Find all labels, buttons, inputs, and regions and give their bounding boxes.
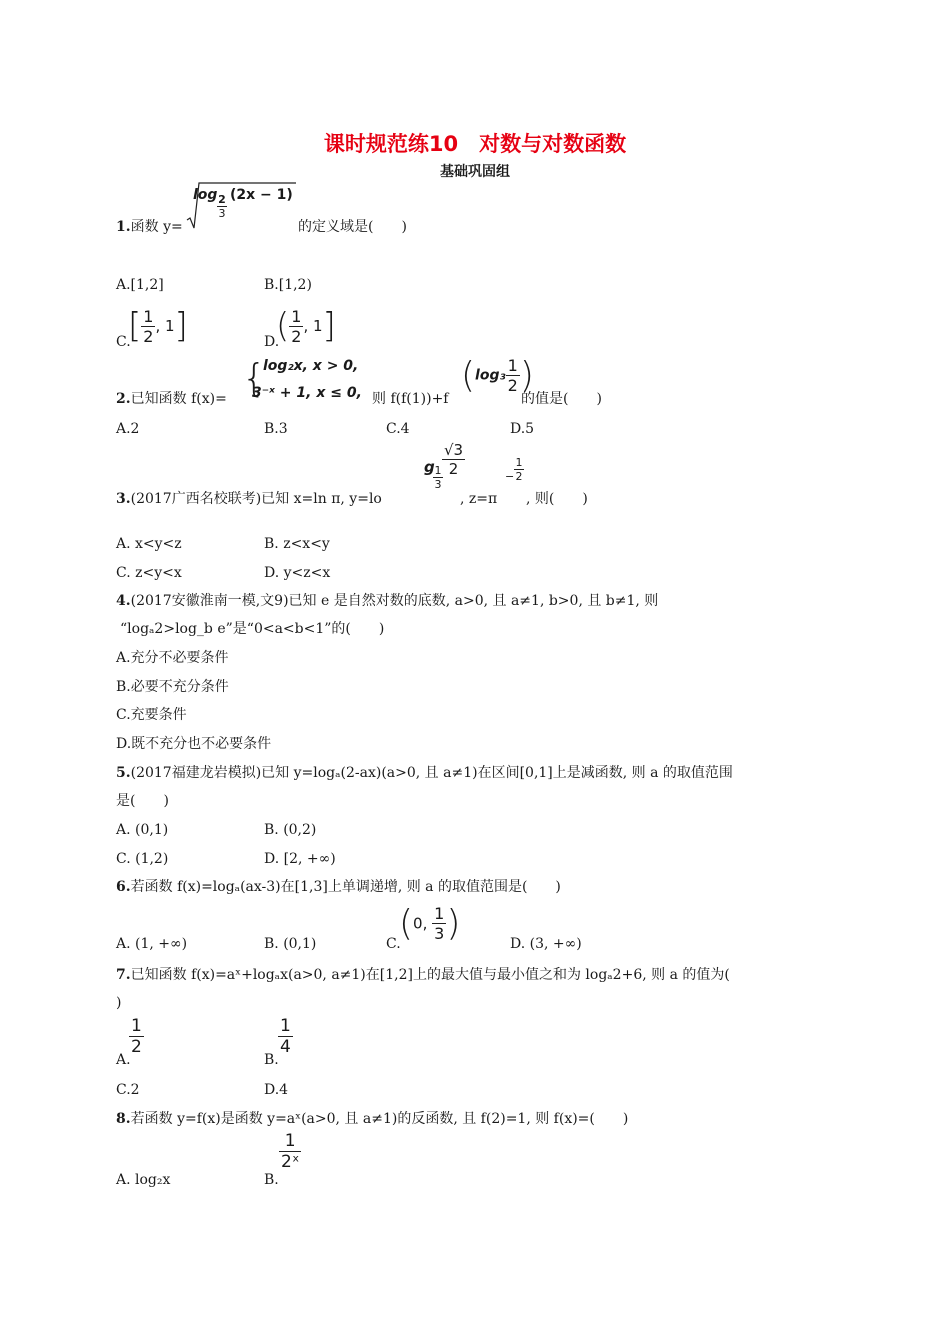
option-7b-fraction: $\frac{1}{4}$ bbox=[280, 1016, 291, 1057]
option-4b: B.必要不充分条件 bbox=[116, 679, 229, 695]
piecewise-case-1: log₂x, x > 0, bbox=[263, 358, 359, 374]
option-7a-label: A. bbox=[116, 1052, 131, 1068]
option-4c: C.充要条件 bbox=[116, 707, 187, 723]
question-3-log-g: g bbox=[424, 458, 435, 476]
option-6d: D. (3, +∞) bbox=[510, 936, 582, 952]
option-7a-fraction: $\frac{1}{2}$ bbox=[131, 1016, 142, 1057]
question-2-log-expression: (log₃ $\frac{1}{2}$ ) bbox=[461, 355, 534, 396]
page-title: 课时规范练10 对数与对数函数 bbox=[323, 132, 627, 156]
question-7-line-2: ) bbox=[116, 995, 122, 1011]
question-1-prefix: 函数 y= bbox=[130, 219, 183, 235]
question-1-argument: (2x − 1) bbox=[230, 187, 293, 203]
option-7d: D.4 bbox=[264, 1082, 289, 1098]
question-3-stem: 3.(2017广西名校联考)已知 x=ln π, y=lo bbox=[116, 491, 382, 507]
option-4a: A.充分不必要条件 bbox=[116, 650, 229, 666]
question-1-radicand: log bbox=[193, 187, 218, 203]
question-4-line-2: “logₐ2>log_b e”是“0<a<b<1”的( ) bbox=[120, 621, 385, 637]
question-4-line-1: 4.(2017安徽淮南一模,文9)已知 e 是自然对数的底数, a>0, 且 a≠1, b>0, 且 b≠1, 则 bbox=[116, 593, 659, 609]
option-1a: A.[1,2] bbox=[116, 277, 164, 293]
question-5-line-2: 是( ) bbox=[116, 793, 169, 809]
question-3-exp-sign: − bbox=[505, 470, 515, 483]
option-5d: D. [2, +∞) bbox=[264, 851, 336, 867]
question-1-stem bbox=[116, 218, 183, 236]
option-5a: A. (0,1) bbox=[116, 822, 169, 838]
option-6c-expression: (0, $\frac{1}{3}$ ) bbox=[399, 903, 461, 944]
option-8b-label: B. bbox=[264, 1172, 279, 1188]
log-base-fraction: 2 3 bbox=[218, 193, 226, 220]
question-2-mid: 则 f(f(1))+f bbox=[372, 391, 449, 407]
question-7-line-1: 7.已知函数 f(x)=aˣ+logₐx(a>0, a≠1)在[1,2]上的最大值与最小值之和为 logₐ2+6, 则 a 的值为( bbox=[116, 967, 730, 983]
piecewise-brace-icon: { bbox=[242, 356, 267, 400]
option-1d-label: D. bbox=[264, 334, 280, 350]
section-subtitle: 基础巩固组 bbox=[440, 164, 510, 180]
option-2d: D.5 bbox=[510, 421, 535, 437]
question-number: 1. bbox=[116, 219, 131, 235]
option-1c-label: C. bbox=[116, 334, 131, 350]
option-1d-expression: ( $\frac{1}{2}$ , 1] bbox=[276, 306, 336, 346]
option-8a: A. log₂x bbox=[116, 1172, 171, 1188]
option-1b: B.[1,2) bbox=[264, 277, 312, 293]
option-6a: A. (1, +∞) bbox=[116, 936, 188, 952]
piecewise-case-2: 3⁻ˣ + 1, x ≤ 0, bbox=[252, 385, 362, 401]
question-3-suffix: , 则( ) bbox=[526, 491, 588, 507]
question-2-suffix: 的值是( ) bbox=[521, 391, 602, 407]
option-1c-expression: [ $\frac{1}{2}$ , 1] bbox=[128, 306, 188, 346]
option-3c: C. z<y<x bbox=[116, 565, 182, 581]
question-2-stem: 2.已知函数 f(x)= bbox=[116, 391, 227, 407]
option-2b: B.3 bbox=[264, 421, 288, 437]
question-6-stem: 6.若函数 f(x)=logₐ(ax-3)在[1,3]上单调递增, 则 a 的取值范围是( ) bbox=[116, 879, 561, 895]
option-7c: C.2 bbox=[116, 1082, 140, 1098]
option-6b: B. (0,1) bbox=[264, 936, 317, 952]
option-2a: A.2 bbox=[116, 421, 140, 437]
option-4d: D.既不充分也不必要条件 bbox=[116, 736, 272, 752]
option-7b-label: B. bbox=[264, 1052, 279, 1068]
option-5c: C. (1,2) bbox=[116, 851, 169, 867]
option-3b: B. z<x<y bbox=[264, 536, 330, 552]
option-6c-label: C. bbox=[386, 936, 401, 952]
option-3d: D. y<z<x bbox=[264, 565, 331, 581]
option-8b-fraction: $\frac{1}{\text{2ˣ}}$ bbox=[281, 1131, 300, 1172]
option-3a: A. x<y<z bbox=[116, 536, 182, 552]
option-5b: B. (0,2) bbox=[264, 822, 317, 838]
question-5-line-1: 5.(2017福建龙岩模拟)已知 y=logₐ(2-ax)(a>0, 且 a≠1)在区间[0,1]上是减函数, 则 a 的取值范围 bbox=[116, 765, 733, 781]
question-3-z: , z=π bbox=[460, 491, 498, 507]
question-8-stem: 8.若函数 y=f(x)是函数 y=aˣ(a>0, 且 a≠1)的反函数, 且 f(2)=1, 则 f(x)=( ) bbox=[116, 1111, 629, 1127]
question-3-sqrt-fraction: $\frac{√3}{2}$ bbox=[444, 441, 464, 478]
question-1-suffix: 的定义域是( ) bbox=[298, 219, 407, 235]
question-3-log-base: 1 3 bbox=[434, 464, 442, 491]
option-2c: C.4 bbox=[386, 421, 410, 437]
question-3-exponent: 1 2 bbox=[515, 456, 523, 483]
